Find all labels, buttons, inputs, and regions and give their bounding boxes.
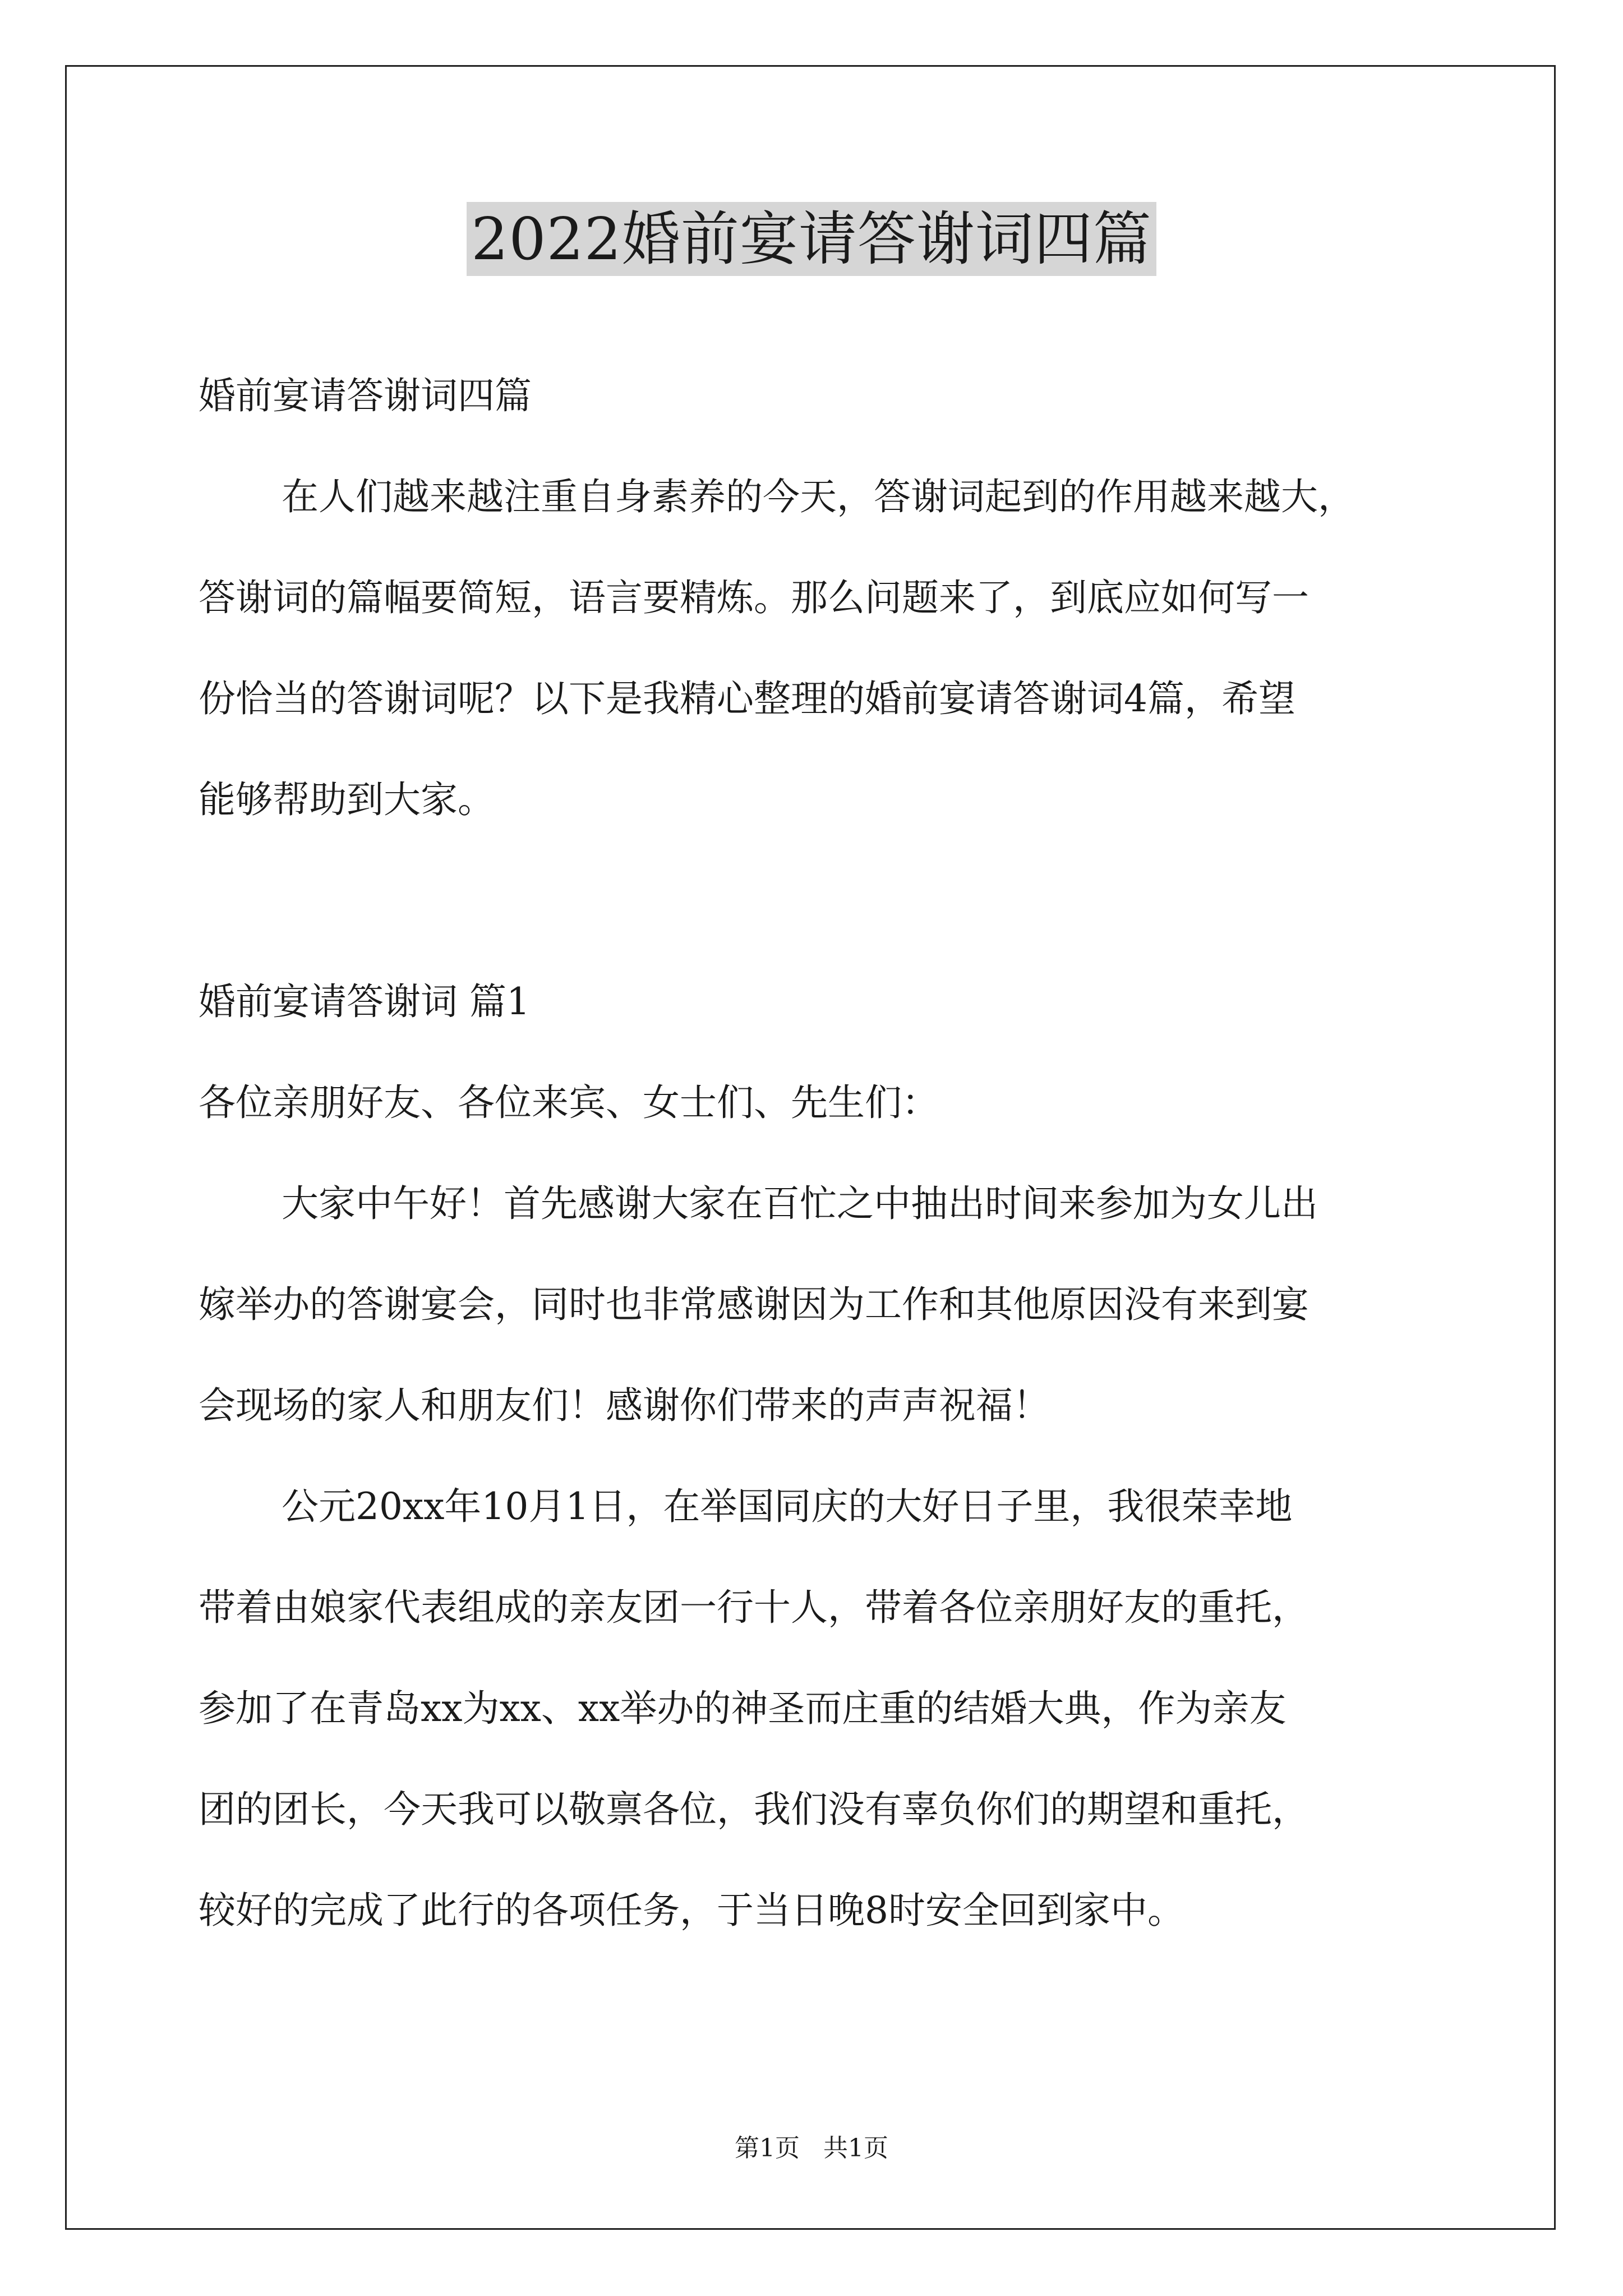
text-line: 婚前宴请答谢词 篇1 [199,980,530,1023]
document-body [199,346,1432,1961]
page-footer [0,2132,1623,2165]
text-line: 带着由娘家代表组成的亲友团一行十人，带着各位亲朋好友的重托， [199,1586,1309,1629]
text-line: 团的团长，今天我可以敬禀各位，我们没有辜负你们的期望和重托， [199,1788,1309,1831]
text-line: 各位亲朋好友、各位来宾、女士们、先生们： [199,1081,939,1124]
title-container [0,202,1623,276]
text-line: 嫁举办的答谢宴会，同时也非常感谢因为工作和其他原因没有来到宴 [199,1283,1309,1326]
text-line: 答谢词的篇幅要简短，语言要精炼。那么问题来了，到底应如何写一 [199,576,1309,619]
text-line: 份恰当的答谢词呢？以下是我精心整理的婚前宴请答谢词4篇，希望 [199,677,1295,720]
text-line: 能够帮助到大家。 [199,778,495,821]
text-line: 公元20xx年10月1日，在举国同庆的大好日子里，我很荣幸地 [282,1485,1293,1528]
text-line: 会现场的家人和朋友们！感谢你们带来的声声祝福！ [199,1384,1050,1427]
page-number: 第1页 [735,2134,800,2162]
text-line: 大家中午好！首先感谢大家在百忙之中抽出时间来参加为女儿出 [282,1182,1318,1225]
text-line: 较好的完成了此行的各项任务，于当日晚8时安全回到家中。 [199,1889,1184,1932]
text-line: 婚前宴请答谢词四篇 [199,374,532,417]
text-line: 在人们越来越注重自身素养的今天，答谢词起到的作用越来越大， [282,475,1355,518]
paragraph-gap [199,850,1432,951]
document-title: 2022婚前宴请答谢词四篇 [467,202,1156,276]
page-total: 共1页 [823,2134,888,2162]
text-line: 参加了在青岛xx为xx、xx举办的神圣而庄重的结婚大典，作为亲友 [199,1687,1287,1730]
